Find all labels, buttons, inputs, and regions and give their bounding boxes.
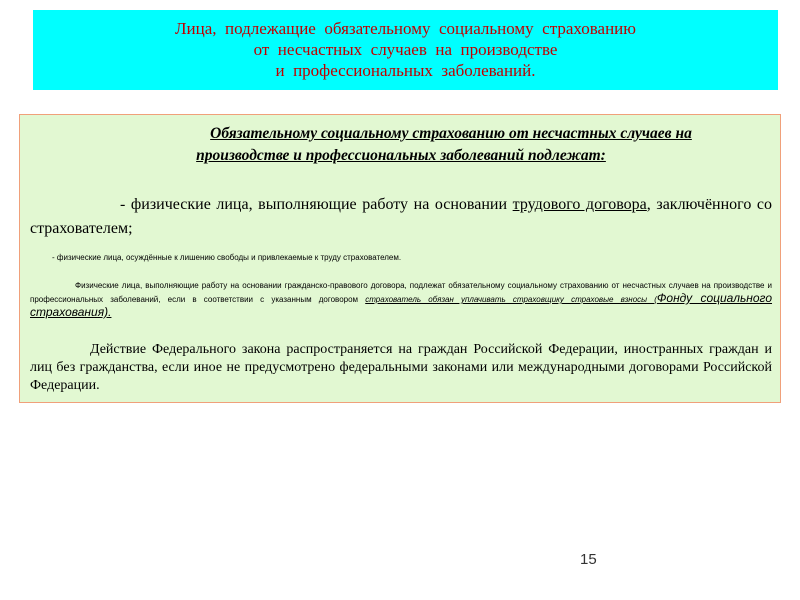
para3-text: Действие Федерального закона распространяется на граждан Российской Федерации, иностранных граждан и лиц без гражданства, если иное не предусмотрено федеральными законами или международными договорами Российской Федерации. <box>30 342 772 393</box>
labor-contract-link[interactable]: трудового договора <box>512 196 647 213</box>
slide-title-box <box>33 10 778 90</box>
heading-line-2: производстве и профессиональных заболеваний подлежат: <box>196 147 606 164</box>
title-line-2: от несчастных случаев на производстве <box>253 40 558 59</box>
paragraph-civil-contract <box>30 279 772 320</box>
content-box <box>19 114 781 403</box>
para1-text-a: - физические лица, выполняющие работу на основании <box>120 196 513 213</box>
para1-text-b: , заключённого со страхователем; <box>30 196 773 237</box>
heading-line-1: Обязательному социальному страхованию от несчастных случаев на <box>210 125 692 142</box>
title-line-3: и профессиональных заболеваний. <box>275 61 536 80</box>
paragraph-convicts: - физические лица, осуждённые к лишению свободы и привлекаемые к труду страхователем. <box>52 253 402 262</box>
small2-italic-text: страхователь обязан уплачивать страховщику страховые взносы ( <box>365 295 657 304</box>
paragraph-federal-law <box>30 341 772 395</box>
small2-text-a: Физические лица, выполняющие работу на основании гражданско-правового договора, подлежат обязательному социальному страхованию от несчастных случаев на производстве и профессиональных заболеваний, если в соответствии с указанным договором <box>30 281 772 304</box>
page-number: 15 <box>580 551 597 568</box>
title-line-1: Лица, подлежащие обязательному социальному страхованию <box>175 19 636 38</box>
social-insurance-fund-text: Фонду социального страхования). <box>30 291 773 319</box>
content-heading <box>20 123 782 167</box>
paragraph-labor-contract <box>30 193 772 241</box>
